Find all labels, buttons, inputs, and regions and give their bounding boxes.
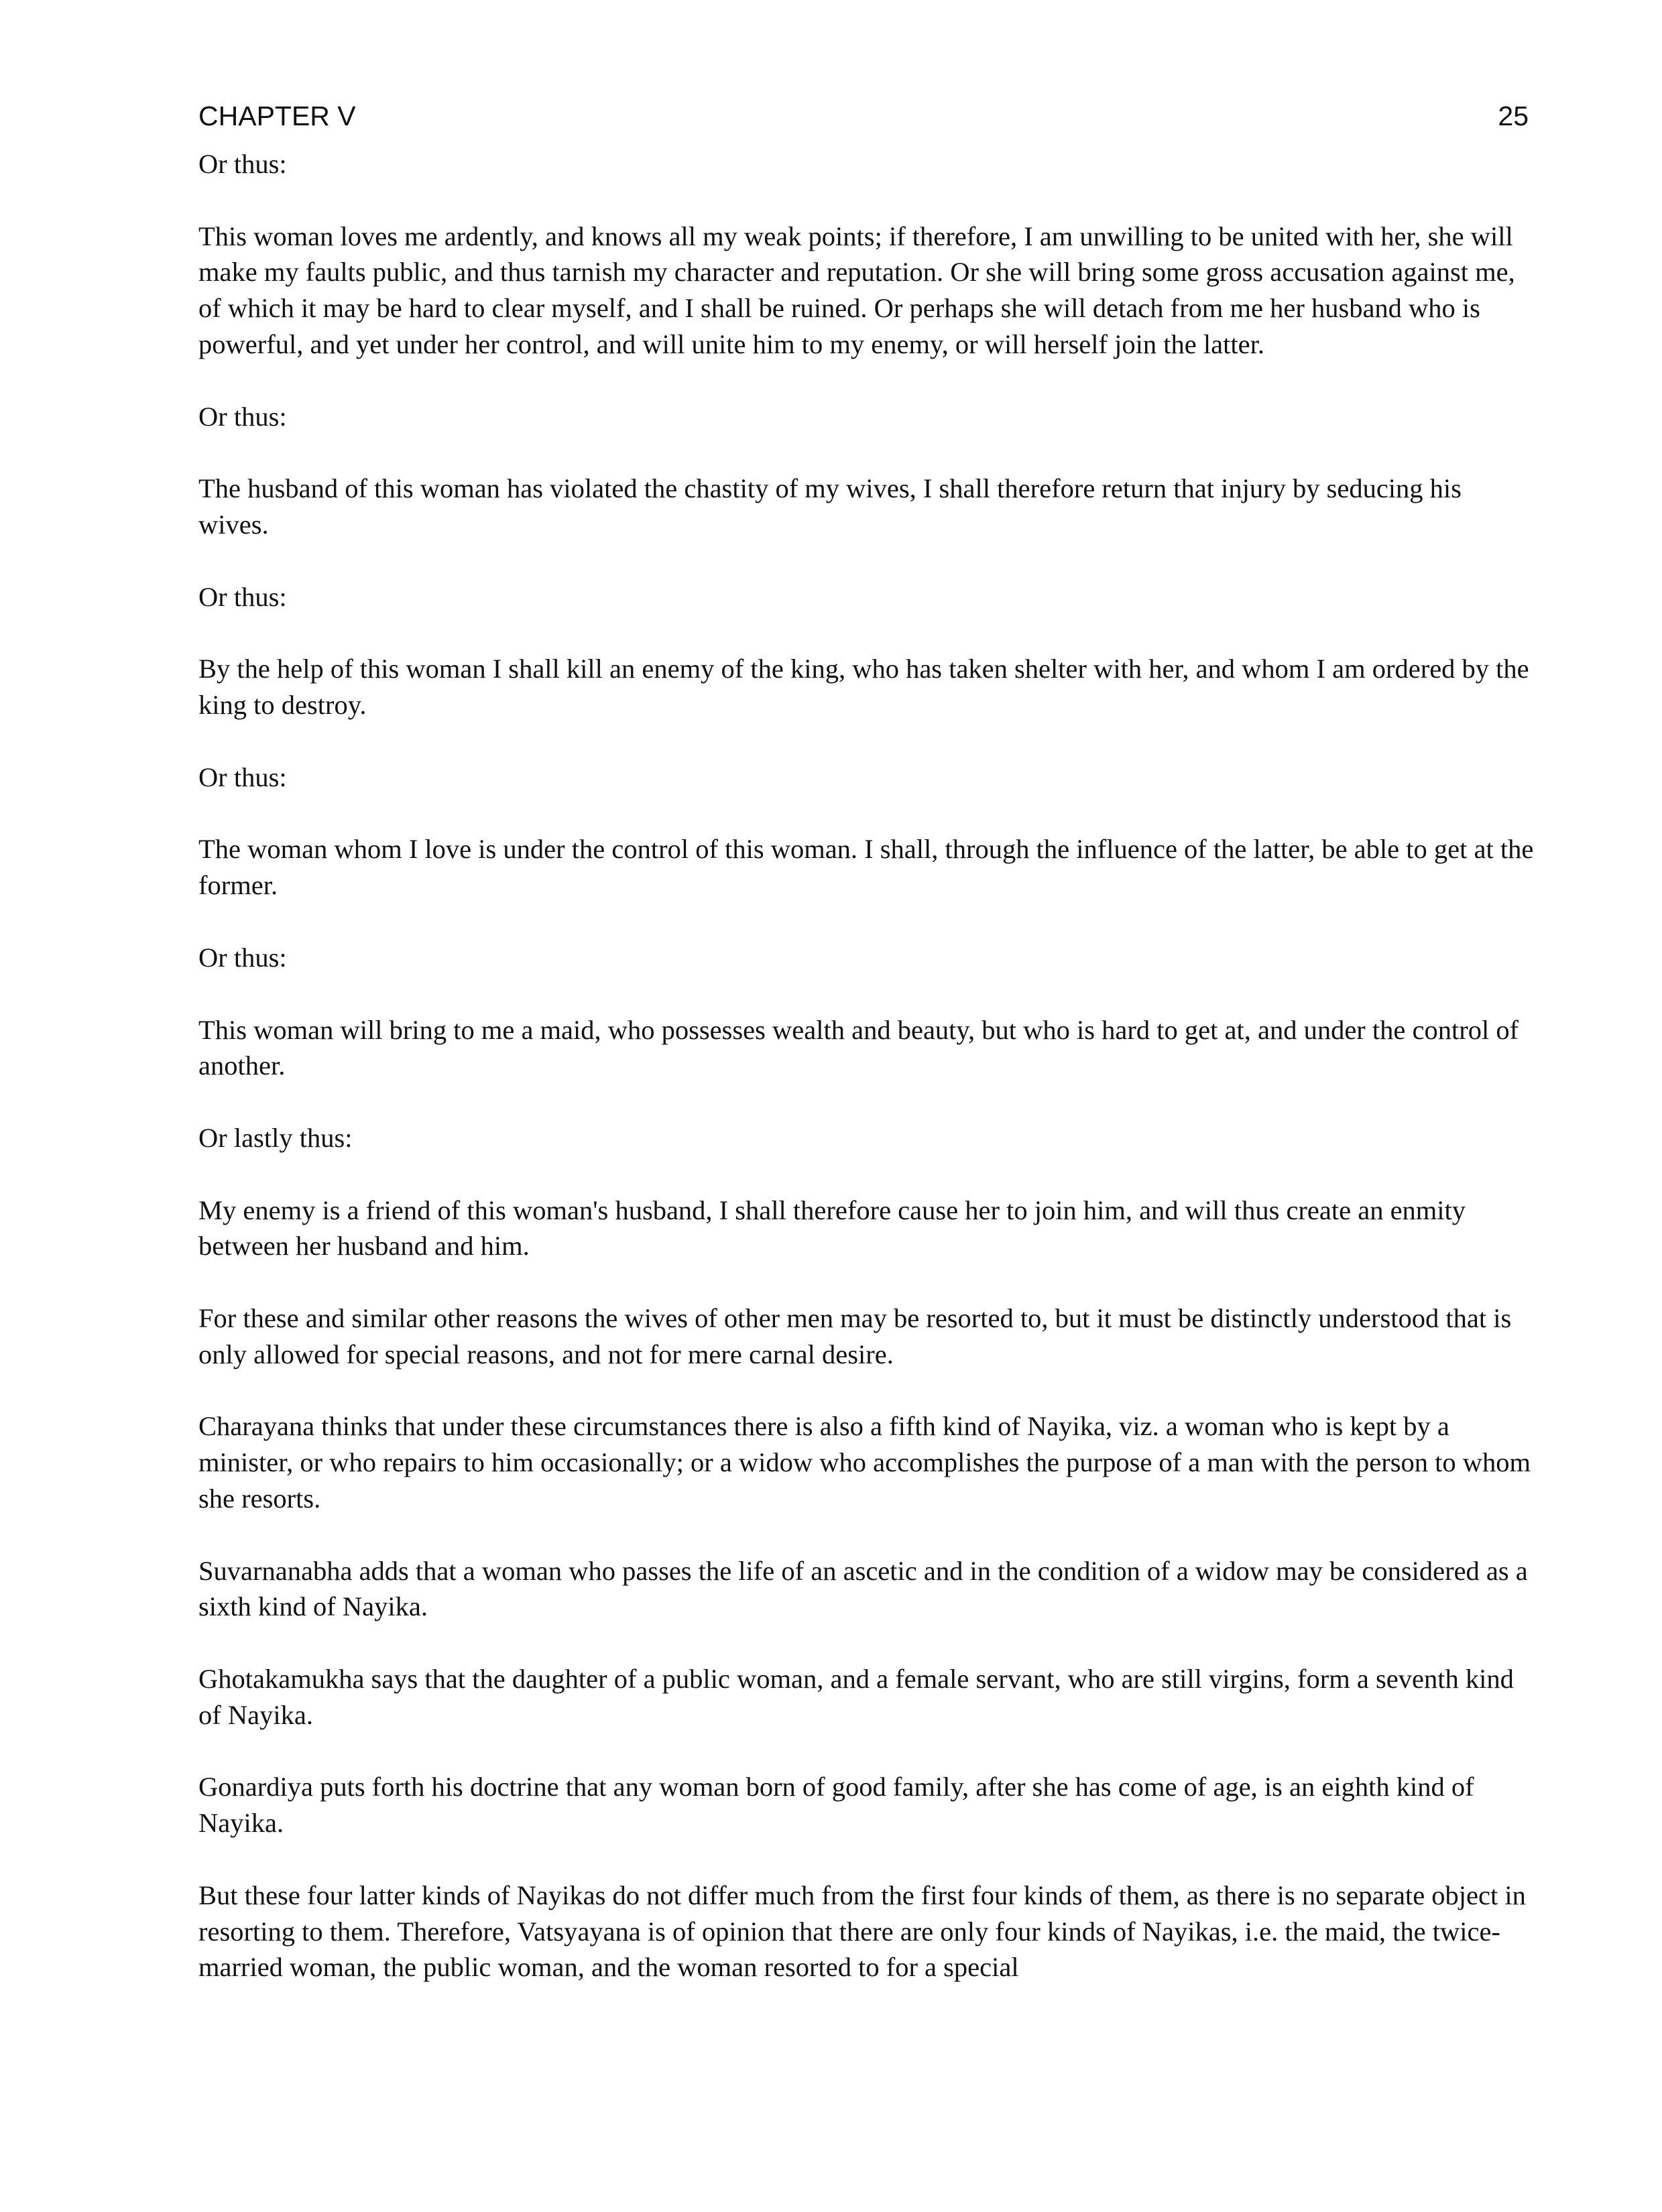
body-text [198,146,1537,2022]
paragraph: But these four latter kinds of Nayikas do not differ much from the first four kinds of them, as there is no separate object in resorting to them. Therefore, Vatsyayana is of opinion that there are only four kinds of Nayikas, i.e. the maid, the twice-married woman, the public woman, and the woman resorted to for a special [198,1880,1526,1983]
page-number: 25 [1498,101,1529,131]
paragraph: Or lastly thus: [198,1122,353,1153]
paragraph: My enemy is a friend of this woman's husband, I shall therefore cause her to join him, and will thus create an enmity between her husband and him. [198,1194,1466,1262]
paragraph: Or thus: [198,761,287,792]
paragraph: For these and similar other reasons the wives of other men may be resorted to, but it must be distinctly understood that is only allowed for special reasons, and not for mere carnal desire. [198,1303,1512,1369]
paragraph: Or thus: [198,149,287,179]
paragraph: Or thus: [198,942,287,973]
page-header [198,101,1529,141]
paragraph: The husband of this woman has violated the chastity of my wives, I shall therefore return that injury by seducing his wives. [198,473,1462,540]
paragraph: The woman whom I love is under the control of this woman. I shall, through the influence of the latter, be able to get at the former. [198,834,1534,901]
paragraph: By the help of this woman I shall kill an enemy of the king, who has taken shelter with her, and whom I am ordered by the king to destroy. [198,654,1529,721]
paragraph: Or thus: [198,401,287,432]
paragraph: Ghotakamukha says that the daughter of a public woman, and a female servant, who are still virgins, form a seventh kind of Nayika. [198,1663,1514,1730]
paragraph: Gonardiya puts forth his doctrine that any woman born of good family, after she has come of age, is an eighth kind of Nayika. [198,1772,1474,1839]
paragraph: Suvarnanabha adds that a woman who passes the life of an ascetic and in the condition of a widow may be considered as a sixth kind of Nayika. [198,1555,1528,1622]
paragraph: This woman loves me ardently, and knows all my weak points; if therefore, I am unwilling to be united with her, she will make my faults public, and thus tarnish my character and reputation. Or she will bring some gross accusation against me, of which it may be hard to clear myself, and I shall be ruined. Or perhaps she will detach from me her husband who is powerful, and yet under her control, and will unite him to my enemy, or will herself join the latter. [198,221,1515,359]
chapter-title: CHAPTER V [198,101,356,131]
paragraph: This woman will bring to me a maid, who possesses wealth and beauty, but who is hard to get at, and under the control of another. [198,1014,1519,1081]
paragraph: Charayana thinks that under these circumstances there is also a fifth kind of Nayika, viz. a woman who is kept by a minister, or who repairs to him occasionally; or a widow who accomplishes the purpose of a man with the person to whom she resorts. [198,1411,1531,1514]
paragraph: Or thus: [198,581,287,612]
